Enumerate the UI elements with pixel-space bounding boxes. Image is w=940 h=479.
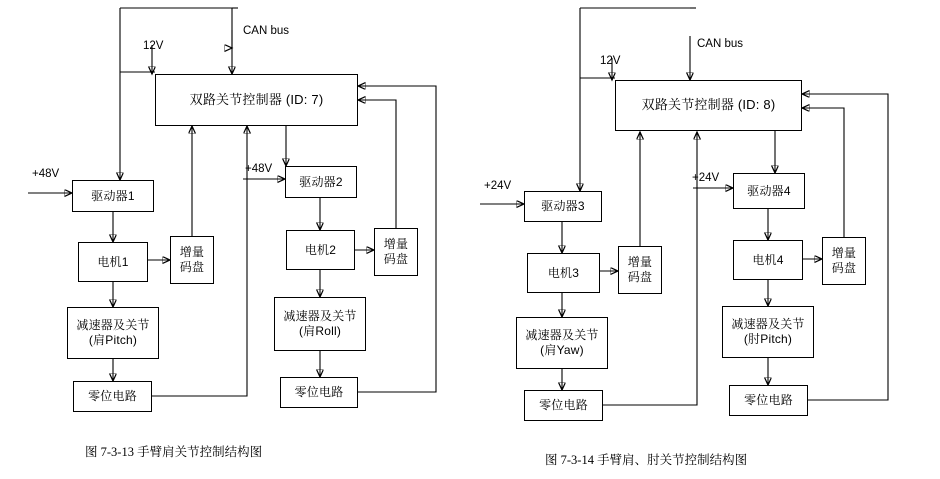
left-driver-1[interactable] <box>72 180 154 212</box>
right-zero-4-label: 零位电路 <box>744 393 793 407</box>
left-motor-1-label: 电机1 <box>97 254 129 269</box>
left-reducer-2-label-line1: 减速器及关节 <box>283 309 357 323</box>
right-driver-3-label: 驱动器3 <box>541 199 585 213</box>
left-zero-2-label: 零位电路 <box>294 385 344 399</box>
right-driver-4-label: 驱动器4 <box>747 183 791 198</box>
left-reducer-1-label-line1: 减速器及关节 <box>76 318 150 332</box>
right-motor-4-label: 电机4 <box>752 252 784 267</box>
left-encoder-1[interactable] <box>170 236 214 284</box>
right-encoder-3-label-line2: 码盘 <box>627 270 653 284</box>
right-reducer-3-label-line1: 减速器及关节 <box>525 328 599 342</box>
left-zero-1-label: 零位电路 <box>88 389 137 403</box>
right-reducer-joint-4[interactable] <box>722 306 814 358</box>
left-driver-1-label: 驱动器1 <box>91 188 135 203</box>
right-joint-controller[interactable] <box>615 80 802 131</box>
left-encoder-2[interactable] <box>374 228 418 276</box>
left-encoder-2-label-line2: 码盘 <box>383 252 409 266</box>
right-12v-label: 12V <box>600 55 621 67</box>
left-reducer-2-label-line2: (肩Roll) <box>298 324 342 338</box>
left-48v-a-label: +48V <box>32 168 60 180</box>
right-reducer-4-label-line1: 减速器及关节 <box>731 317 805 331</box>
right-zero-3-label: 零位电路 <box>539 398 588 412</box>
left-reducer-joint-2[interactable] <box>274 297 366 351</box>
left-encoder-1-label-line1: 增量 <box>179 245 205 259</box>
left-can-bus-label: CAN bus <box>243 25 290 37</box>
left-figure-caption: 图 7-3-13 手臂肩关节控制结构图 <box>85 445 263 459</box>
left-controller-label: 双路关节控制器 (ID: 7) <box>189 91 324 107</box>
right-can-bus-label: CAN bus <box>697 38 744 50</box>
right-encoder-3-label-line1: 增量 <box>627 255 653 269</box>
left-motor-1[interactable] <box>78 242 148 282</box>
right-reducer-3-label-line2: (肩Yaw) <box>540 343 584 357</box>
right-reducer-4-label-line2: (肘Pitch) <box>743 332 793 346</box>
right-24v-a-label: +24V <box>484 180 512 192</box>
right-zero-circuit-4[interactable] <box>729 385 808 416</box>
left-motor-2-label: 电机2 <box>304 242 337 257</box>
left-reducer-1-label-line2: (肩Pitch) <box>88 333 138 347</box>
right-reducer-joint-3[interactable] <box>516 317 608 369</box>
right-figure-caption: 图 7-3-14 手臂肩、肘关节控制结构图 <box>545 453 748 467</box>
right-motor-4[interactable] <box>733 240 803 280</box>
right-zero-circuit-3[interactable] <box>524 390 603 421</box>
right-motor-3-label: 电机3 <box>547 265 580 280</box>
left-encoder-1-label-line2: 码盘 <box>179 260 205 274</box>
left-driver-2-label: 驱动器2 <box>299 174 343 189</box>
right-encoder-4[interactable] <box>822 237 866 285</box>
left-driver-2[interactable] <box>285 166 357 198</box>
right-driver-4[interactable] <box>733 173 805 209</box>
left-48v-b-label: +48V <box>245 163 273 175</box>
left-joint-controller[interactable] <box>155 74 358 126</box>
right-controller-label: 双路关节控制器 (ID: 8) <box>641 97 776 113</box>
left-encoder-2-label-line1: 增量 <box>383 237 409 251</box>
right-driver-3[interactable] <box>524 191 602 222</box>
right-encoder-4-label-line1: 增量 <box>831 246 857 260</box>
right-encoder-4-label-line2: 码盘 <box>831 261 857 275</box>
right-motor-3[interactable] <box>527 253 600 293</box>
left-motor-2[interactable] <box>286 230 355 270</box>
left-zero-circuit-1[interactable] <box>73 381 152 412</box>
left-reducer-joint-1[interactable] <box>67 307 159 359</box>
left-12v-label: 12V <box>143 40 164 52</box>
right-24v-b-label: +24V <box>692 172 720 184</box>
right-encoder-3[interactable] <box>618 246 662 294</box>
left-zero-circuit-2[interactable] <box>280 377 358 408</box>
